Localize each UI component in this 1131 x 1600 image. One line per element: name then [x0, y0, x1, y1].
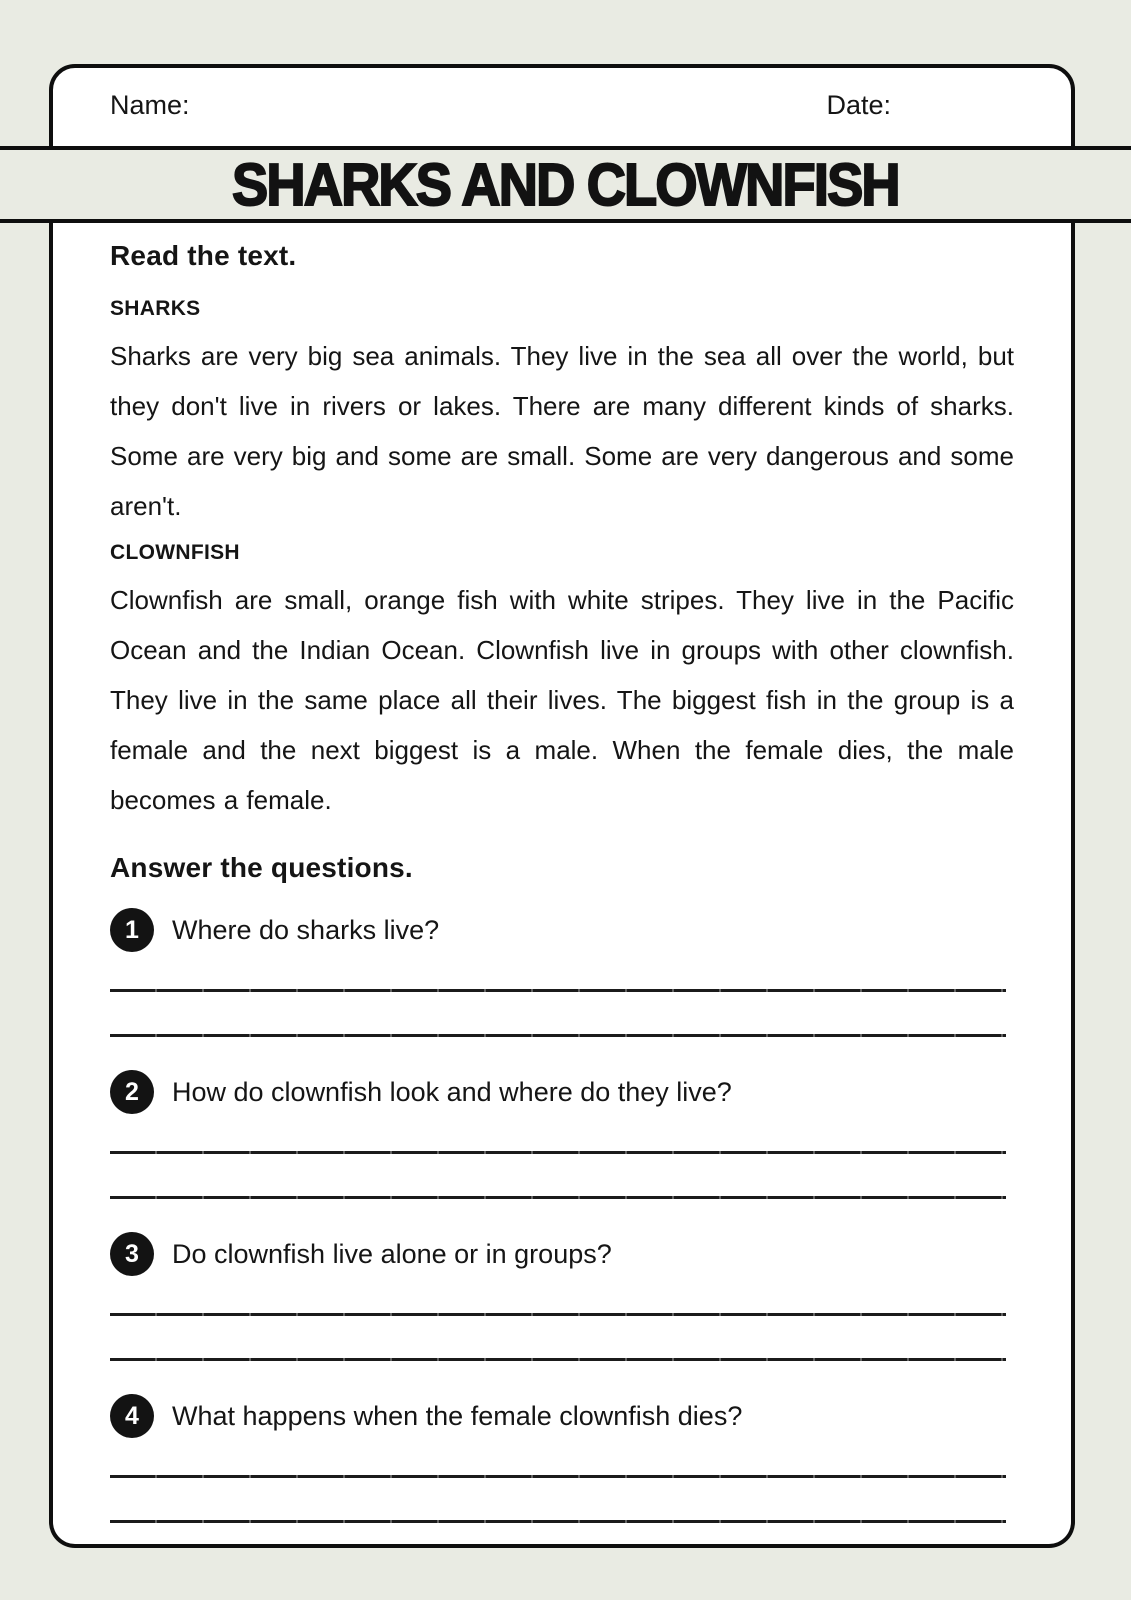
- answer-line[interactable]: [110, 1276, 1006, 1316]
- worksheet-title: SHARKS AND CLOWNFISH: [232, 151, 899, 218]
- date-label: Date:: [826, 90, 891, 120]
- question-row: [110, 908, 1014, 952]
- question-number-badge: 4: [110, 1394, 154, 1438]
- passage-text-sharks: Sharks are very big sea animals. They live in the sea all over the world, but they don't live in rivers or lakes. There are many different kinds of sharks. Some are very big and some are small. Some are very dangerous and some aren't.: [110, 341, 1014, 521]
- name-label: Name:: [110, 90, 190, 120]
- question-number-badge: 1: [110, 908, 154, 952]
- answer-line[interactable]: [110, 1438, 1006, 1478]
- answer-line[interactable]: [110, 1154, 1006, 1199]
- question-number-badge: 2: [110, 1070, 154, 1114]
- question-item-2: [110, 1070, 1014, 1199]
- question-item-1: [110, 908, 1014, 1037]
- passage-text-clownfish: Clownfish are small, orange fish with white stripes. They live in the Pacific Ocean and the Indian Ocean. Clownfish live in groups with other clownfish. They live in the same place all their lives. The biggest fish in the group is a female and the next biggest is a male. When the female dies, the male becomes a female.: [110, 585, 1014, 815]
- answer-line[interactable]: [110, 1478, 1006, 1523]
- passage-heading-sharks: SHARKS: [110, 297, 201, 320]
- question-number-badge: 3: [110, 1232, 154, 1276]
- answer-line[interactable]: [110, 992, 1006, 1037]
- question-text: How do clownfish look and where do they live?: [172, 1077, 732, 1107]
- question-row: [110, 1394, 1014, 1438]
- answer-line[interactable]: [110, 1316, 1006, 1361]
- question-item-4: [110, 1394, 1014, 1523]
- answer-line[interactable]: [110, 952, 1006, 992]
- question-row: [110, 1232, 1014, 1276]
- answer-instruction: Answer the questions.: [110, 852, 413, 883]
- passage-heading-clownfish: CLOWNFISH: [110, 541, 240, 564]
- question-item-3: [110, 1232, 1014, 1361]
- question-text: Do clownfish live alone or in groups?: [172, 1239, 612, 1269]
- answer-line[interactable]: [110, 1114, 1006, 1154]
- worksheet-body: [49, 223, 1075, 1548]
- read-instruction: Read the text.: [110, 240, 297, 271]
- question-text: What happens when the female clownfish dies?: [172, 1401, 743, 1431]
- question-text: Where do sharks live?: [172, 915, 440, 945]
- title-banner: [0, 146, 1131, 223]
- question-row: [110, 1070, 1014, 1114]
